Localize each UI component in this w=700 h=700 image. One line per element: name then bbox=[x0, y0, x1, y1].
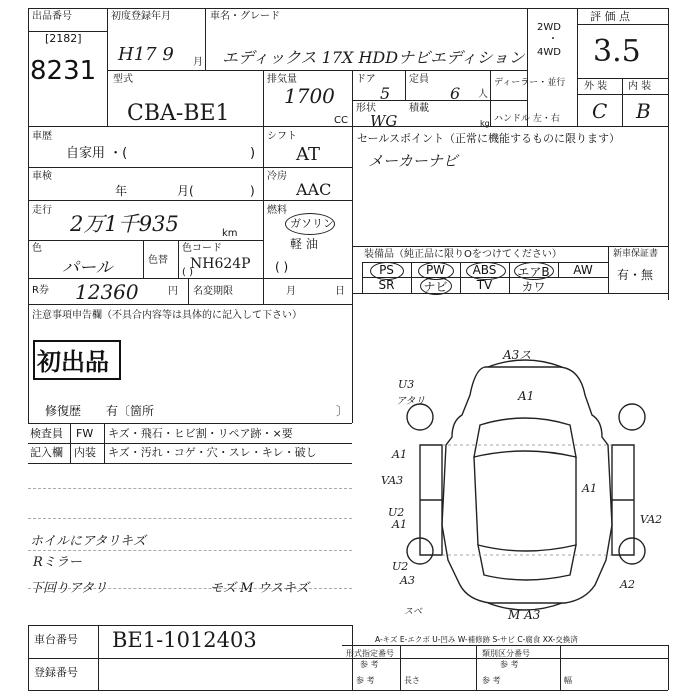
equip-aw: AW bbox=[573, 263, 593, 277]
fw-items: キズ・飛石・ヒビ割・リペア跡・×要 bbox=[108, 427, 293, 440]
load-unit: kg bbox=[480, 119, 490, 128]
shape-label: 形状 bbox=[356, 103, 376, 114]
drive-dot: ・ bbox=[548, 34, 558, 45]
dealer-label: ディーラー・並行 bbox=[494, 78, 566, 88]
mark-u3: U3 bbox=[398, 378, 415, 391]
mark-u2-rear: U2 bbox=[392, 560, 409, 573]
inspector-label1: 検査員 bbox=[30, 427, 63, 440]
note-2: Rミラー bbox=[33, 555, 82, 570]
fuel-label: 燃料 bbox=[267, 205, 287, 216]
recycle-month: 月 bbox=[286, 286, 296, 297]
equip-airbag: エアB bbox=[517, 265, 550, 279]
sales-point-value: メーカーナビ bbox=[368, 152, 458, 170]
color-code-paren: ( ) bbox=[182, 267, 193, 278]
recycle-day: 日 bbox=[335, 286, 345, 297]
note-line bbox=[28, 488, 352, 489]
repair-label: 修復歴 bbox=[45, 404, 82, 418]
model-label: 型式 bbox=[113, 74, 133, 85]
recycle-label: R券 bbox=[32, 285, 49, 296]
width-label: 幅 bbox=[564, 676, 572, 685]
equip-circle-navi bbox=[420, 277, 452, 295]
door-label: ドア bbox=[356, 74, 376, 85]
history-label: 車歴 bbox=[32, 131, 52, 142]
equip-circle-abs bbox=[466, 262, 506, 280]
type-cert-label: 形式指定番号 bbox=[346, 649, 394, 658]
color-value: パール bbox=[62, 258, 113, 278]
equip-circle-airbag bbox=[514, 262, 554, 280]
mark-a3: A3 bbox=[400, 574, 415, 587]
recycle-period-label: 名変期限 bbox=[193, 286, 233, 297]
interior-label: 内 装 bbox=[628, 81, 652, 92]
equip-navi: ナビ bbox=[423, 280, 448, 294]
note-4: モズ M ウスキズ bbox=[210, 581, 309, 596]
displacement-label: 排気量 bbox=[267, 74, 297, 85]
mark-sube: スベ bbox=[404, 607, 423, 617]
car-value: エディックス 17X HDDナビエディション bbox=[222, 48, 525, 67]
fuel-value: ガソリン bbox=[290, 217, 334, 230]
mark-a1-lower: A1 bbox=[392, 518, 407, 531]
recycle-value: 12360 bbox=[75, 280, 139, 304]
mark-va2: VA2 bbox=[640, 513, 663, 526]
equip-ps: PS bbox=[379, 263, 394, 277]
ref-4: 参 考 bbox=[482, 676, 501, 685]
registration-label: 登録番号 bbox=[34, 666, 78, 679]
lot-sub: [2182] bbox=[45, 32, 82, 45]
capacity-unit: 人 bbox=[478, 89, 488, 100]
lot-label: 出品番号 bbox=[32, 11, 72, 22]
inspection-close: ) bbox=[250, 184, 255, 198]
diagram-legend: A-キズ E-エクボ U-凹み W-補修跡 S-サビ C-腐食 XX-交換済 bbox=[375, 635, 578, 644]
sales-point-label: セールスポイント（正常に機能するものに限ります） bbox=[357, 132, 621, 145]
mark-front: A3ス bbox=[503, 348, 532, 362]
shift-label: シフト bbox=[267, 131, 297, 142]
chassis-label: 車台番号 bbox=[34, 633, 78, 646]
mark-u2: U2 bbox=[388, 506, 405, 519]
interior-value: B bbox=[636, 99, 651, 123]
mark-va3: VA3 bbox=[381, 474, 404, 487]
model-value: CBA-BE1 bbox=[127, 101, 230, 126]
length-label: 長さ bbox=[404, 676, 420, 685]
shape-value: WG bbox=[370, 112, 398, 130]
mileage-label: 走行 bbox=[32, 205, 52, 216]
color-label: 色 bbox=[32, 243, 42, 254]
equipment-label: 装備品（純正品に限りOをつけてください） bbox=[364, 249, 562, 260]
history-close: ) bbox=[250, 146, 256, 161]
in-items: キズ・汚れ・コゲ・穴・スレ・キレ・破し bbox=[108, 446, 317, 459]
inspection-label: 車検 bbox=[32, 171, 52, 182]
score-label: 評 価 点 bbox=[590, 10, 630, 23]
mark-atari: アタリ bbox=[396, 396, 426, 407]
reg-value: H17 9 bbox=[118, 44, 174, 65]
equip-sr: SR bbox=[378, 278, 395, 292]
displacement-unit: CC bbox=[334, 115, 348, 126]
equip-pw: PW bbox=[425, 263, 446, 277]
color-code-label: 色コード bbox=[182, 243, 222, 254]
exterior-value: C bbox=[592, 99, 608, 123]
lot-number: 8231 bbox=[30, 56, 97, 86]
car-label: 車名・グレード bbox=[210, 11, 280, 22]
shift-value: AT bbox=[296, 144, 321, 165]
ac-value: AAC bbox=[296, 180, 332, 199]
mileage-unit: km bbox=[222, 228, 238, 239]
mark-a2: A2 bbox=[620, 578, 635, 591]
mileage-value: 2万1千935 bbox=[70, 212, 179, 236]
capacity-value: 6 bbox=[450, 84, 461, 103]
category-label: 類別区分番号 bbox=[482, 649, 530, 658]
notes-label: 注意事項申告欄（不具合内容等は具体的に記入して下さい） bbox=[32, 310, 302, 321]
drive-2wd: 2WD bbox=[537, 22, 561, 33]
recycle-unit: 円 bbox=[168, 286, 178, 297]
drive-4wd: 4WD bbox=[537, 47, 561, 58]
color-change-label: 色替 bbox=[148, 255, 168, 266]
score-value: 3.5 bbox=[593, 34, 641, 69]
fw-label: FW bbox=[76, 427, 94, 440]
reg-label: 初度登録年月 bbox=[111, 11, 171, 22]
mark-rear: M A3 bbox=[508, 608, 541, 622]
exterior-label: 外 装 bbox=[584, 81, 608, 92]
displacement-value: 1700 bbox=[284, 84, 335, 108]
color-code-value: NH624P bbox=[190, 256, 251, 272]
chassis-value: BE1-1012403 bbox=[112, 628, 257, 652]
ref-3: 参 考 bbox=[356, 676, 375, 685]
inspection-month: 月( bbox=[177, 184, 194, 198]
handle-label: ハンドル 左・右 bbox=[494, 114, 560, 124]
fuel-paren: ( ) bbox=[275, 260, 289, 274]
inspection-year: 年 bbox=[115, 184, 128, 198]
equip-circle-ps bbox=[370, 262, 404, 280]
equip-abs: ABS bbox=[472, 263, 497, 277]
note-3: 下回りアタリ bbox=[30, 581, 108, 596]
inspector-label2: 記入欄 bbox=[30, 446, 63, 459]
note-1: ホイルにアタリキズ bbox=[30, 534, 146, 549]
history-value: 自家用 ・( bbox=[66, 146, 128, 161]
ac-label: 冷房 bbox=[267, 171, 287, 182]
warranty-label: 新車保証書 bbox=[613, 249, 659, 259]
mark-a1-right: A1 bbox=[582, 482, 597, 495]
first-listing-stamp: 初出品 bbox=[37, 348, 109, 376]
in-label: 内装 bbox=[74, 446, 96, 459]
door-value: 5 bbox=[380, 84, 391, 103]
equip-tv: TV bbox=[476, 278, 493, 292]
ref-1: 参 考 bbox=[360, 660, 379, 669]
fuel-alt: 軽 油 bbox=[290, 237, 318, 251]
mark-hood: A1 bbox=[518, 389, 535, 403]
reg-month-unit: 月 bbox=[193, 57, 203, 68]
ref-2: 参 考 bbox=[500, 660, 519, 669]
note-line bbox=[28, 518, 352, 519]
equip-leather: カワ bbox=[521, 280, 546, 294]
load-label: 積載 bbox=[409, 103, 429, 114]
mark-a1-left: A1 bbox=[392, 448, 407, 461]
capacity-label: 定員 bbox=[409, 74, 429, 85]
repair-value: 有〔箇所 bbox=[106, 404, 155, 418]
repair-close: 〕 bbox=[336, 404, 349, 418]
warranty-value: 有・無 bbox=[617, 268, 654, 282]
